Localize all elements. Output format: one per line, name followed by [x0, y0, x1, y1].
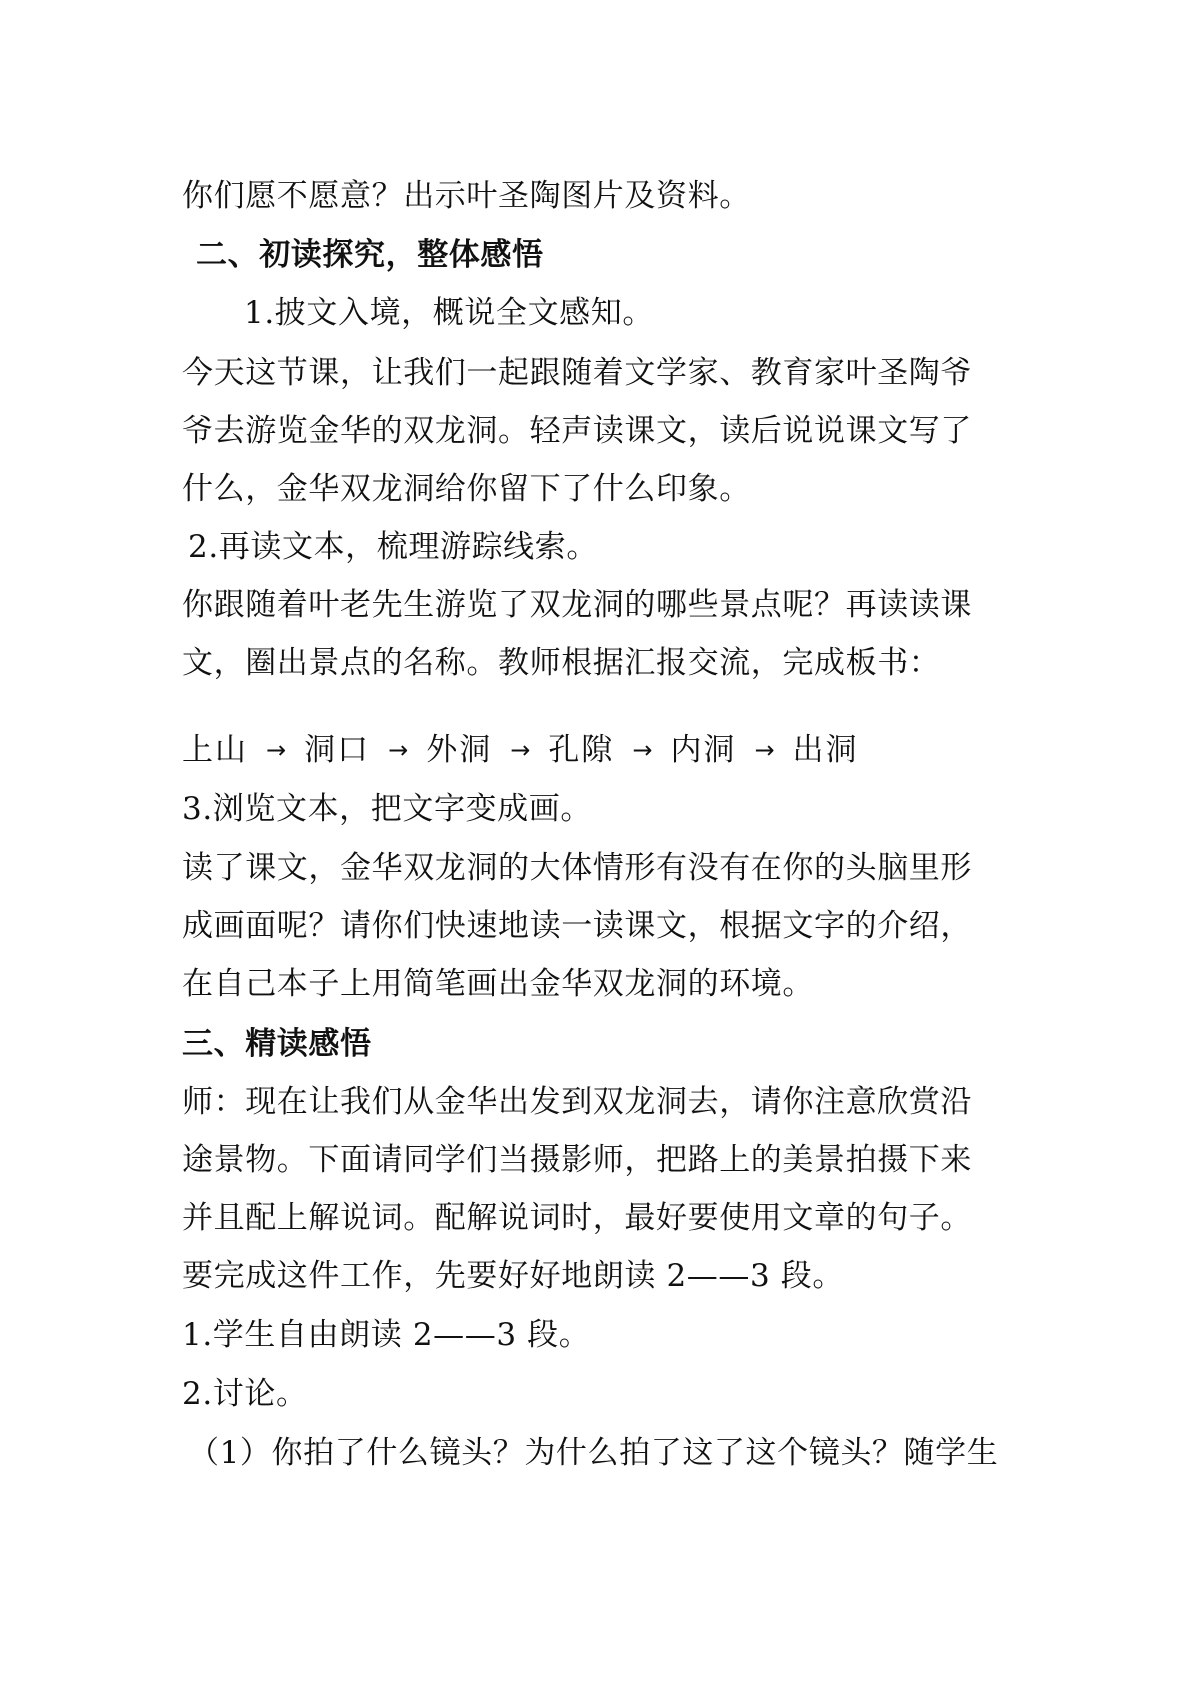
- section-heading-2: 二、初读探究，整体感悟: [196, 237, 544, 273]
- route-step: 外洞: [426, 732, 493, 768]
- text-line: 并且配上解说词。配解说词时，最好要使用文章的句子。: [182, 1200, 972, 1236]
- text-line: 爷去游览金华的双龙洞。轻声读课文，读后说说课文写了: [182, 413, 972, 449]
- text-line: 你跟随着叶老先生游览了双龙洞的哪些景点呢？再读读课: [182, 587, 972, 623]
- text-line: 师：现在让我们从金华出发到双龙洞去，请你注意欣赏沿: [182, 1084, 972, 1120]
- route-step: 上山: [182, 732, 248, 768]
- arrow-right-icon: →: [388, 736, 409, 764]
- arrow-right-icon: →: [266, 736, 287, 764]
- text-line: 成画面呢？请你们快速地读一读课文，根据文字的介绍，: [182, 908, 972, 944]
- text-line: 今天这节课，让我们一起跟随着文学家、教育家叶圣陶爷: [182, 355, 972, 391]
- arrow-right-icon: →: [754, 736, 775, 764]
- route-step: 出洞: [792, 732, 859, 768]
- route-step: 孔隙: [548, 732, 615, 768]
- arrow-right-icon: →: [632, 736, 653, 764]
- text-line: 什么，金华双龙洞给你留下了什么印象。: [182, 471, 751, 507]
- text-line: 要完成这件工作，先要好好地朗读 2——3 段。: [182, 1258, 844, 1294]
- route-step: 洞口: [304, 732, 371, 768]
- section-heading-3: 三、精读感悟: [182, 1026, 372, 1062]
- text-line: 2.再读文本，梳理游踪线索。: [188, 529, 598, 565]
- text-line: 在自己本子上用简笔画出金华双龙洞的环境。: [182, 966, 814, 1002]
- route-step: 内洞: [670, 732, 737, 768]
- text-line: 2.讨论。: [182, 1376, 308, 1412]
- text-line: 1.披文入境，概说全文感知。: [244, 295, 654, 331]
- text-line: 1.学生自由朗读 2——3 段。: [182, 1317, 591, 1353]
- text-line: 你们愿不愿意？出示叶圣陶图片及资料。: [182, 178, 751, 214]
- arrow-right-icon: →: [510, 736, 531, 764]
- text-line: （1）你拍了什么镜头？为什么拍了这了这个镜头？随学生: [188, 1435, 999, 1471]
- route-flow: [182, 730, 859, 770]
- text-line: 文，圈出景点的名称。教师根据汇报交流，完成板书：: [182, 645, 941, 681]
- text-line: 读了课文，金华双龙洞的大体情形有没有在你的头脑里形: [182, 850, 972, 886]
- text-line: 3.浏览文本，把文字变成画。: [182, 791, 592, 827]
- text-line: 途景物。下面请同学们当摄影师，把路上的美景拍摄下来: [182, 1142, 972, 1178]
